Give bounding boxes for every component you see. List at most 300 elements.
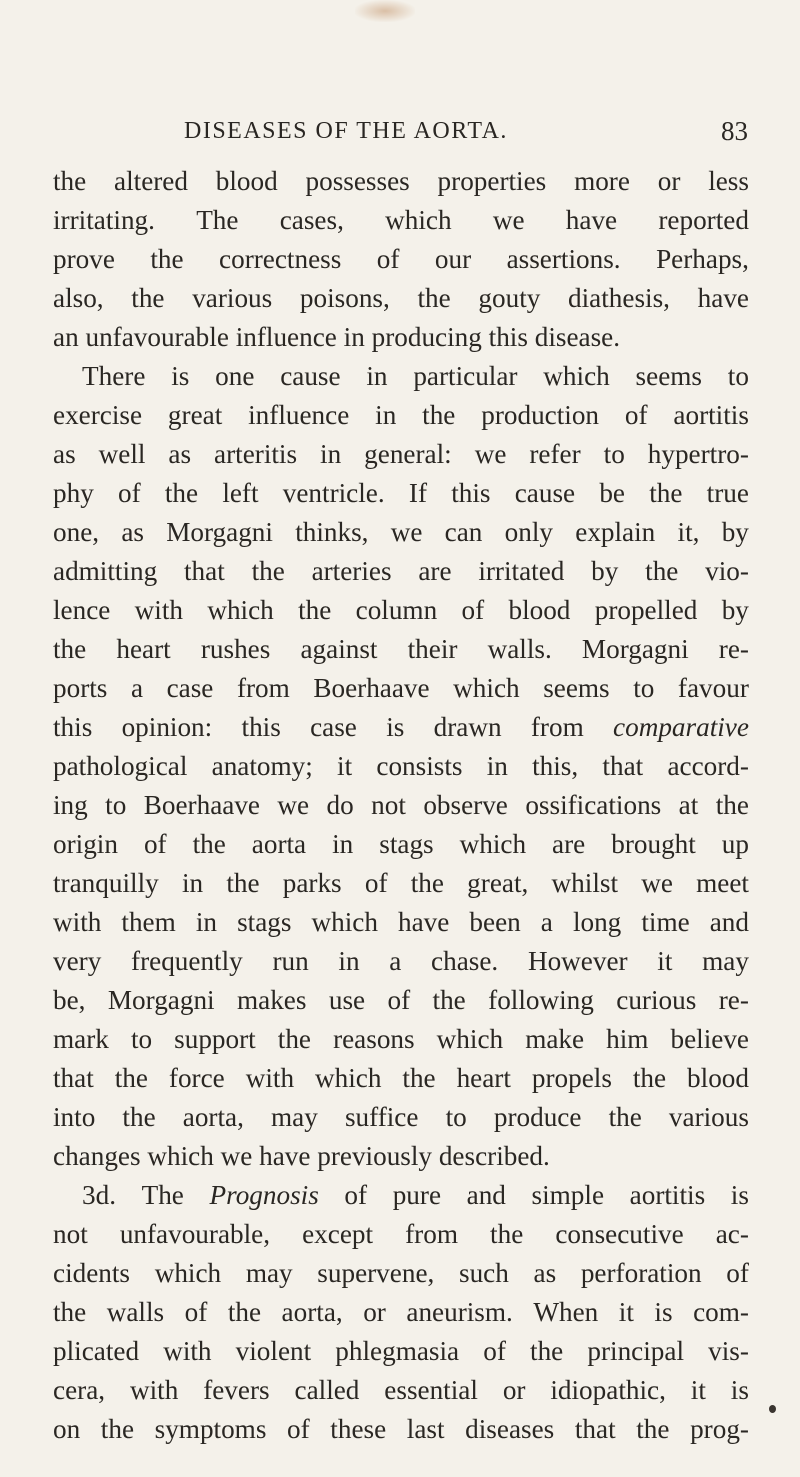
text-line (53, 669, 749, 708)
word: idiopathic, (550, 1375, 666, 1405)
word: which (459, 829, 527, 859)
word: cera, (53, 1375, 106, 1405)
word: com- (693, 1297, 749, 1327)
word: at (678, 790, 699, 820)
word: drawn (433, 712, 502, 742)
word: is (386, 712, 405, 742)
word: the (422, 400, 456, 430)
text-line (53, 1176, 749, 1215)
word: as (168, 439, 192, 469)
word: make (525, 1024, 585, 1054)
word: various (192, 283, 273, 313)
word: fevers (203, 1375, 270, 1405)
word: of (184, 1297, 208, 1327)
text-line (53, 279, 749, 318)
word: case (310, 712, 357, 742)
word: whilst (551, 868, 618, 898)
word: altered (114, 166, 188, 196)
word: that (184, 556, 225, 586)
word: a (540, 907, 553, 937)
word: less (708, 166, 749, 196)
text-line (53, 435, 749, 474)
word: influence (248, 400, 350, 430)
running-title: DISEASES OF THE AORTA. (184, 118, 508, 144)
text-line (53, 1332, 749, 1371)
word: consecutive (555, 1219, 684, 1249)
word: the (490, 1219, 524, 1249)
word: mark (53, 1024, 109, 1054)
word: from (405, 1219, 458, 1249)
text-line (53, 1410, 749, 1449)
text-line (53, 1254, 749, 1293)
word: well (98, 439, 146, 469)
word: influence (235, 322, 337, 352)
word: we (390, 517, 423, 547)
word: the (277, 1024, 311, 1054)
word: run (272, 946, 309, 976)
word: meet (696, 868, 749, 898)
text-line (53, 1293, 749, 1332)
word: 3d. (82, 1180, 116, 1210)
word: arteries (311, 556, 392, 586)
text-line (53, 864, 749, 903)
word: this (488, 322, 528, 352)
word: aorta, (182, 1102, 244, 1132)
text-line (53, 162, 749, 201)
word: aortitis (629, 1180, 706, 1210)
word: been (469, 907, 521, 937)
word: great, (467, 868, 529, 898)
word: irritating. (53, 205, 155, 235)
word: diathesis, (568, 283, 670, 313)
word: the (100, 1414, 135, 1444)
word: disease. (534, 322, 621, 352)
word: up (721, 829, 749, 859)
body-text (53, 162, 749, 1449)
word: However (527, 946, 628, 976)
word: which (543, 361, 610, 391)
word: him (606, 1024, 649, 1054)
word: in (338, 946, 360, 976)
word: or (657, 166, 681, 196)
word: frequently (131, 946, 243, 976)
word: as (533, 1258, 557, 1288)
word: supervene, (317, 1258, 435, 1288)
word: and (466, 1180, 506, 1210)
word: following (488, 985, 594, 1015)
word: the (432, 985, 466, 1015)
word: the (402, 1063, 436, 1093)
word: not (53, 1219, 88, 1249)
word: aorta (251, 829, 307, 859)
word: one (215, 361, 255, 391)
word: Morgagni (166, 517, 273, 547)
word: heart (456, 1063, 511, 1093)
word: be, (53, 985, 86, 1015)
word: in (332, 829, 354, 859)
word: stags (237, 907, 292, 937)
word: hypertro- (647, 439, 749, 469)
word: simple (531, 1180, 605, 1210)
word: phy (53, 478, 94, 508)
word: against (300, 634, 378, 664)
word: accord- (667, 751, 749, 781)
word: in (195, 907, 217, 937)
word: very (53, 946, 102, 976)
word: an (53, 322, 79, 352)
word: with (245, 1063, 295, 1093)
word: re- (718, 634, 749, 664)
word: correctness (219, 244, 342, 274)
word: the (715, 790, 749, 820)
word: violent (235, 1336, 312, 1366)
word: anatomy; (211, 751, 313, 781)
word: origin (53, 829, 118, 859)
text-line (53, 240, 749, 279)
text-line (53, 1020, 749, 1059)
text-line (53, 1137, 749, 1176)
word: them (121, 907, 176, 937)
word: vis- (708, 1336, 749, 1366)
word: Morgagni (107, 985, 215, 1015)
word: perforation (580, 1258, 702, 1288)
word: plicated (53, 1336, 140, 1366)
word: we (641, 868, 673, 898)
word: produce (493, 1102, 582, 1132)
word: true (706, 478, 749, 508)
word: which (147, 1141, 214, 1171)
word: is (730, 1375, 749, 1405)
word: may (245, 1258, 293, 1288)
word: have (259, 1141, 311, 1171)
word: one, (53, 517, 100, 547)
word: favour (677, 673, 749, 703)
word: be (599, 478, 625, 508)
word: from (530, 712, 584, 742)
word: which (385, 205, 452, 235)
word: as (121, 517, 144, 547)
word: blood (508, 595, 571, 625)
word: of (118, 478, 141, 508)
word: Morgagni (581, 634, 689, 664)
word: reported (658, 205, 749, 235)
word: we (220, 1141, 253, 1171)
word: in (343, 322, 365, 352)
word: believe (670, 1024, 749, 1054)
word: column (355, 595, 438, 625)
word: various (668, 1102, 749, 1132)
word: force (168, 1063, 225, 1093)
word: their (407, 634, 458, 664)
word: the (192, 829, 226, 859)
word: the (53, 634, 87, 664)
word: a (389, 946, 402, 976)
word: walls (106, 1297, 165, 1327)
word: Prognosis (209, 1180, 319, 1210)
word: left (222, 478, 259, 508)
word: refer (529, 439, 581, 469)
word: in (375, 400, 397, 430)
word: Boerhaave (143, 790, 260, 820)
word: admitting (53, 556, 158, 586)
word: The (196, 205, 239, 235)
text-line (53, 474, 749, 513)
word: long (572, 907, 622, 937)
word: cases, (279, 205, 344, 235)
word: it (690, 1375, 706, 1405)
word: prog- (690, 1414, 749, 1444)
word: curious (616, 985, 697, 1015)
word: which (311, 907, 378, 937)
word: the (227, 1297, 262, 1327)
word: There (82, 361, 146, 391)
word: the (649, 478, 683, 508)
word: that (53, 1063, 94, 1093)
word: on (53, 1414, 81, 1444)
running-head (184, 116, 748, 156)
word: of (376, 244, 400, 274)
word: stags (379, 829, 434, 859)
word: the (417, 283, 451, 313)
text-line (53, 1215, 749, 1254)
word: propelled (594, 595, 698, 625)
word: of (143, 829, 167, 859)
word: essential (384, 1375, 478, 1405)
word: the (298, 595, 332, 625)
text-line (53, 513, 749, 552)
text-line (53, 318, 749, 357)
word: support (174, 1024, 256, 1054)
word: it (337, 751, 353, 781)
word: is (730, 1180, 749, 1210)
word: that (574, 1414, 616, 1444)
word: in (320, 439, 342, 469)
word: The (141, 1180, 184, 1210)
word: this (451, 478, 491, 508)
word: explain (575, 517, 656, 547)
ink-speck (769, 1405, 776, 1413)
word: to (727, 361, 749, 391)
word: a (130, 673, 144, 703)
word: particular (413, 361, 518, 391)
text-line (53, 1059, 749, 1098)
word: aorta, (281, 1297, 343, 1327)
word: to (633, 673, 655, 703)
word: by (721, 595, 749, 625)
word: tranquilly (53, 868, 159, 898)
word: may (702, 946, 749, 976)
word: of (387, 985, 411, 1015)
word: only (504, 517, 553, 547)
word: blood (215, 166, 278, 196)
word: by (591, 556, 619, 586)
word: called (294, 1375, 360, 1405)
word: in (181, 868, 204, 898)
text-line (53, 708, 749, 747)
word: vio- (705, 556, 749, 586)
word: re- (718, 985, 749, 1015)
word: poisons, (299, 283, 390, 313)
word: makes (236, 985, 307, 1015)
word: blood (687, 1063, 749, 1093)
word: with (53, 907, 102, 937)
word: Perhaps, (656, 244, 749, 274)
word: of (624, 400, 648, 430)
page-number: 83 (721, 116, 748, 146)
word: unfavourable, (119, 1219, 271, 1249)
word: chase. (431, 946, 499, 976)
word: ing (53, 790, 88, 820)
word: Boerhaave (313, 673, 430, 703)
word: production (481, 400, 600, 430)
word: the (53, 1297, 87, 1327)
word: of (726, 1258, 749, 1288)
word: this (53, 712, 93, 742)
word: with (129, 1375, 179, 1405)
word: diseases (465, 1414, 555, 1444)
word: such (458, 1258, 509, 1288)
word: suffice (344, 1102, 419, 1132)
word: symptoms (154, 1414, 267, 1444)
text-line (53, 1098, 749, 1137)
word: cause (280, 361, 341, 391)
text-line (53, 357, 749, 396)
word: which (154, 1258, 222, 1288)
word: opinion: (121, 712, 213, 742)
word: by (721, 517, 749, 547)
word: of (483, 1336, 506, 1366)
word: comparative (613, 712, 749, 742)
word: we (492, 205, 525, 235)
word: we (474, 439, 507, 469)
word: phlegmasia (335, 1336, 460, 1366)
word: from (236, 673, 290, 703)
word: which (207, 595, 274, 625)
word: the (530, 1336, 564, 1366)
word: in (366, 361, 388, 391)
word: this (241, 712, 281, 742)
word: to (603, 439, 625, 469)
word: the (226, 868, 260, 898)
word: last (406, 1414, 445, 1444)
word: arteritis (214, 439, 298, 469)
word: producing (371, 322, 482, 352)
word: we (277, 790, 310, 820)
word: parks (282, 868, 342, 898)
word: as (53, 439, 76, 469)
word: it, (677, 517, 700, 547)
word: observe (423, 790, 508, 820)
word: it (618, 1297, 634, 1327)
word: which (453, 673, 520, 703)
word: of (287, 1414, 310, 1444)
word: ossifications (525, 790, 662, 820)
word: possesses (305, 166, 410, 196)
word: heart (116, 634, 171, 664)
word: use (328, 985, 366, 1015)
word: pathological (53, 751, 188, 781)
text-line (53, 942, 749, 981)
word: and (709, 907, 749, 937)
word: consists (376, 751, 463, 781)
word: lence (53, 595, 111, 625)
word: great (167, 400, 223, 430)
word: prove (53, 244, 115, 274)
word: the (410, 868, 444, 898)
word: these (330, 1414, 387, 1444)
word: cause (514, 478, 576, 508)
word: principal (587, 1336, 685, 1366)
word: cidents (53, 1258, 131, 1288)
word: ventricle. (282, 478, 385, 508)
word: thinks, (295, 517, 369, 547)
word: described. (438, 1141, 550, 1171)
word: previously (317, 1141, 433, 1171)
word: When (533, 1297, 599, 1327)
word: aortitis (673, 400, 749, 430)
word: that (602, 751, 644, 781)
text-line (53, 201, 749, 240)
text-line (53, 552, 749, 591)
word: the (645, 556, 679, 586)
word: which (436, 1024, 504, 1054)
word: or (363, 1297, 386, 1327)
word: of (364, 868, 388, 898)
word: reasons (333, 1024, 415, 1054)
word: can (444, 517, 483, 547)
word: pure (392, 1180, 442, 1210)
word: with (134, 595, 184, 625)
word: or (502, 1375, 526, 1405)
word: the (608, 1102, 642, 1132)
word: the (632, 1063, 667, 1093)
word: of (344, 1180, 368, 1210)
word: except (302, 1219, 374, 1249)
word: ports (53, 673, 108, 703)
word: it (657, 946, 673, 976)
word: may (271, 1102, 318, 1132)
word: the (251, 556, 285, 586)
text-line (53, 825, 749, 864)
text-line (53, 903, 749, 942)
word: the (636, 1414, 670, 1444)
word: brought (611, 829, 696, 859)
word: ac- (715, 1219, 749, 1249)
word: general: (364, 439, 452, 469)
word: are (552, 829, 586, 859)
word: to (105, 790, 127, 820)
text-line (53, 591, 749, 630)
word: are (418, 556, 452, 586)
word: do (326, 790, 354, 820)
word: have (565, 205, 618, 235)
word: to (445, 1102, 467, 1132)
word: rushes (200, 634, 271, 664)
word: exercise (53, 400, 143, 430)
word: is (654, 1297, 673, 1327)
word: walls. (487, 634, 552, 664)
word: aneurism. (406, 1297, 513, 1327)
word: have (398, 907, 450, 937)
word: properties (437, 166, 547, 196)
text-line (53, 981, 749, 1020)
word: assertions. (506, 244, 621, 274)
word: not (371, 790, 406, 820)
text-line (53, 630, 749, 669)
word: more (574, 166, 630, 196)
word: seems (543, 673, 610, 703)
word: in (486, 751, 508, 781)
